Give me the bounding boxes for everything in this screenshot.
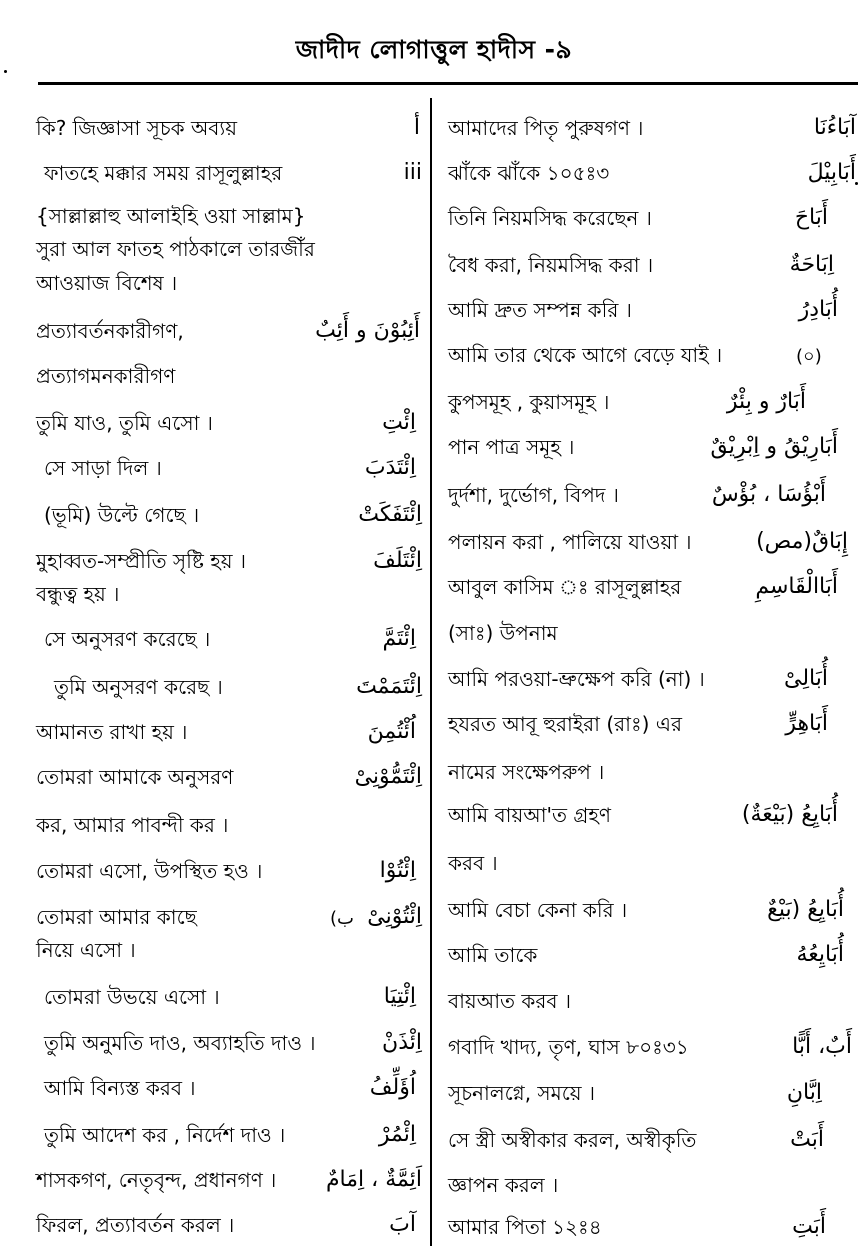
speck <box>4 70 7 73</box>
left-entry: তুমি আদেশ কর , নির্দেশ দাও । <box>44 1123 286 1147</box>
right-arabic: آبَاءُنَا <box>813 115 856 140</box>
right-mark: (০) <box>796 346 822 367</box>
right-entry: পলায়ন করা , পালিয়ে যাওয়া । <box>448 530 692 554</box>
left-arabic: آبَ <box>389 1212 416 1237</box>
left-mark: (ب <box>330 908 354 929</box>
right-entry: গবাদি খাদ্য, তৃণ, ঘাস ৮০ঃ৩১ <box>448 1035 689 1059</box>
left-entry: কর, আমার পাবন্দী কর । <box>36 813 229 837</box>
right-arabic: أَبَتِ <box>792 1214 826 1239</box>
left-arabic: أَئِبُوْنَ و أَئِبٌ <box>315 318 420 343</box>
right-arabic: أَبْؤُسَا ، بُؤْسٌ <box>711 482 826 507</box>
left-entry: তোমরা এসো, উপস্থিত হও । <box>36 859 263 883</box>
right-entry: নামের সংক্ষেপরুপ । <box>448 760 605 784</box>
left-entry: ফাতহে মক্কার সময় রাসূলুল্লাহর <box>44 161 283 185</box>
left-entry: তুমি অনুমতি দাও, অব্যাহতি দাও । <box>44 1031 316 1055</box>
left-entry: প্রত্যাগমনকারীগণ <box>36 364 176 388</box>
left-arabic: اِئْذَنْ <box>382 1030 422 1055</box>
right-entry: আমি পরওয়া-ভ্রুক্ষেপ করি (না) । <box>448 667 705 691</box>
right-arabic: أُبَالِىْ <box>784 666 828 691</box>
right-entry: সূচনালগ্নে, সময়ে । <box>448 1081 596 1105</box>
right-entry: পান পাত্র সমূহ । <box>448 435 575 459</box>
right-arabic: أُبَايِعُهُ <box>796 942 844 967</box>
right-entry: ঝাঁকে ঝাঁকে ১০৫ঃ৩ <box>448 161 610 185</box>
left-entry: বন্ধুত্ব হয় । <box>36 582 120 606</box>
left-entry: তুমি অনুসরণ করেছ । <box>54 675 223 699</box>
left-arabic: اَئِمَّةٌ ، اِمَامٌ <box>325 1167 422 1192</box>
right-entry: (সাঃ) উপনাম <box>448 621 558 645</box>
left-arabic: اِئْتَدَبَ <box>364 455 416 480</box>
right-entry: জ্ঞাপন করল । <box>448 1173 559 1197</box>
right-entry: সে স্ত্রী অস্বীকার করল, অস্বীকৃতি <box>448 1128 697 1152</box>
right-entry: বায়আত করব । <box>448 989 572 1013</box>
left-arabic: اِئْتَفَكَتْ <box>358 502 422 527</box>
left-arabic: اِئْتِ <box>382 410 416 435</box>
right-arabic: أُبَادِرُ <box>798 297 838 322</box>
left-arabic: اِئْتُوْا <box>379 858 416 883</box>
right-arabic: اِبَّانِ <box>786 1080 822 1105</box>
column-divider <box>430 98 432 1246</box>
right-arabic: أَبَاحَ <box>794 205 828 230</box>
right-entry: বৈধ করা, নিয়মসিদ্ধ করা । <box>448 253 654 277</box>
left-entry: প্রত্যাবর্তনকারীগণ, <box>36 319 184 343</box>
right-entry: আমি বেচা কেনা করি । <box>448 898 628 922</box>
left-entry: মুহাব্বত-সম্প্রীতি সৃষ্টি হয় । <box>36 549 247 573</box>
page-title: জাদীদ লোগাত্তুল হাদীস -৯ <box>295 35 573 64</box>
left-arabic: اُؤَلِّفُ <box>369 1075 416 1100</box>
left-arabic: اِئْتَلَفَ <box>373 548 422 573</box>
right-arabic: أَبَابِيْلَ <box>807 160 856 185</box>
left-entry: সে অনুসরণ করেছে । <box>44 627 211 651</box>
left-entry: আমি বিন্যস্ত করব । <box>44 1076 196 1100</box>
right-arabic: أَبَارِيْقُ و اِبْرِيْقٌ <box>710 434 838 459</box>
left-entry: তোমরা উভয়ে এসো । <box>44 985 220 1009</box>
right-arabic: أَبٌ، أَبًّا <box>792 1034 852 1059</box>
left-entry: আওয়াজ বিশেষ । <box>36 271 178 295</box>
right-entry: আবুল কাসিম ঃ রাসূলুল্লাহর <box>448 575 682 599</box>
right-arabic: إِبَاقٌ(مص) <box>756 529 848 554</box>
header-rule <box>38 82 858 85</box>
right-arabic: اِبَاحَةٌ <box>789 252 834 277</box>
left-arabic: اِئْتَمَمْتَ <box>356 674 422 699</box>
right-entry: তিনি নিয়মসিদ্ধ করেছেন । <box>448 206 652 230</box>
left-entry: তোমরা আমাকে অনুসরণ <box>36 765 234 789</box>
left-entry: ফিরল, প্রত্যাবর্তন করল । <box>36 1213 235 1237</box>
right-entry: আমি বায়আ'ত গ্রহণ <box>448 803 611 827</box>
right-entry: কুপসমূহ , কুয়াসমূহ । <box>448 390 610 414</box>
right-entry: আমি তাকে <box>448 943 538 967</box>
left-arabic: اِئْمُرْ <box>378 1122 416 1147</box>
left-arabic: اِئْتَمُّوْنِىْ <box>354 764 422 789</box>
right-entry: আমি দ্রুত সম্পন্ন করি । <box>448 298 632 322</box>
left-entry: সে সাড়া দিল । <box>44 456 162 480</box>
left-entry: শাসকগণ, নেতৃবৃন্দ, প্রধানগণ । <box>36 1168 277 1192</box>
left-arabic: iii <box>403 160 422 185</box>
right-arabic: أُبَايِعُ (بَيْعَةٌ) <box>741 802 838 827</box>
left-arabic: اُئْتُمِنَ <box>367 719 416 744</box>
right-arabic: أُبَايِعُ (بَيْعٌ <box>767 897 844 922</box>
right-arabic: أَبَارٌ و بِئْرٌ <box>726 389 806 414</box>
right-entry: আমাদের পিতৃ পুরুষগণ । <box>448 116 644 140</box>
right-arabic: أَبَتْ <box>790 1127 824 1152</box>
right-arabic: أَبَاالْقَاسِمِ <box>755 574 838 599</box>
right-entry: হযরত আবূ হুরাইরা (রাঃ) এর <box>448 712 682 736</box>
left-arabic: أ <box>413 115 420 140</box>
left-entry: তুমি যাও, তুমি এসো । <box>36 411 213 435</box>
left-entry: (ভূমি) উল্টে গেছে । <box>44 503 200 527</box>
right-entry: আমার পিতা ১২ঃ৪ <box>448 1215 602 1239</box>
right-arabic: أَبَاهِرٍّ <box>785 711 828 736</box>
left-arabic: اِئْتَمَّ <box>382 626 416 651</box>
left-entry: আমানত রাখা হয় । <box>36 720 188 744</box>
left-arabic: اِئْتِيَا <box>383 984 416 1009</box>
left-entry: কি? জিজ্ঞাসা সূচক অব্যয় <box>36 116 238 140</box>
right-entry: দুর্দশা, দুর্ভোগ, বিপদ । <box>448 483 619 507</box>
right-entry: আমি তার থেকে আগে বেড়ে যাই । <box>448 343 723 367</box>
left-arabic: اِئْتُوْنِىْ <box>367 904 422 929</box>
left-entry: তোমরা আমার কাছে <box>36 905 197 929</box>
left-entry: সুরা আল ফাতহ পাঠকালে তারজীঁর <box>36 237 315 261</box>
right-entry: করব । <box>448 851 498 875</box>
left-entry: নিয়ে এসো । <box>36 938 136 962</box>
left-entry: {সাল্লাল্লাহু আলাইহি ওয়া সাল্লাম} <box>36 204 306 228</box>
